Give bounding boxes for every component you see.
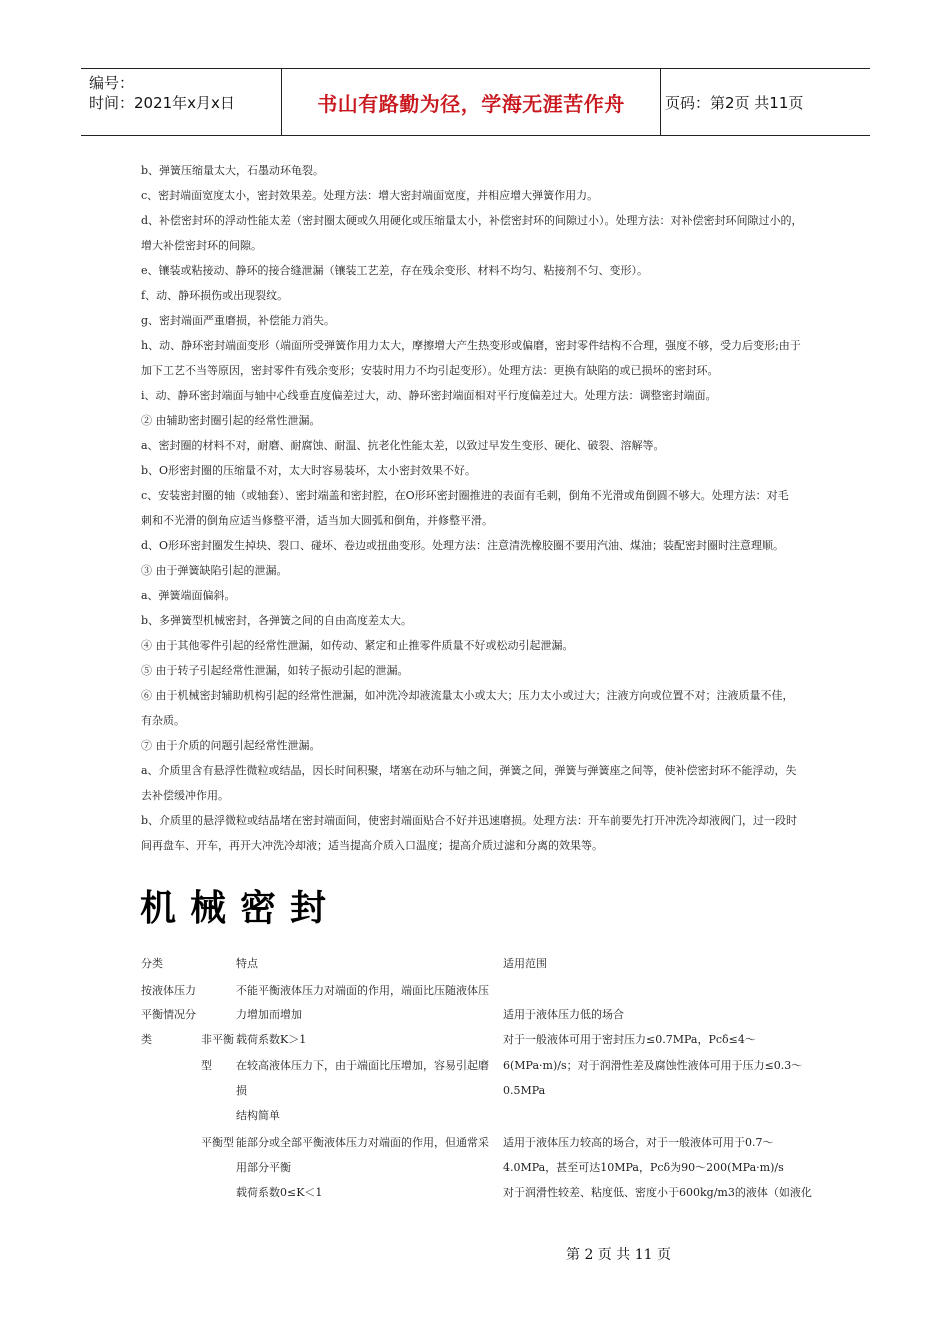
page-header	[81, 68, 870, 136]
paragraph-line: b、多弹簧型机械密封，各弹簧之间的自由高度差太大。	[141, 614, 413, 627]
subtype-unbalanced: 非平衡	[201, 1033, 234, 1046]
table-header-range: 适用范围	[503, 957, 547, 970]
section-title: 机械密封	[140, 888, 341, 929]
paragraph-line: ② 由辅助密封圈引起的经常性泄漏。	[141, 414, 321, 427]
document-time-label: 时间：2021年x月x日	[89, 94, 235, 112]
subtype-unbalanced: 型	[201, 1059, 212, 1072]
paragraph-line: 加下工艺不当等原因，密封零件有残余变形；安装时用力不均引起变形）。处理方法：更换有缺陷的或已损坏的密封环。	[141, 364, 719, 377]
paragraph-line: 间再盘车、开车，再开大冲洗冷却液；适当提高介质入口温度；提高介质过滤和分离的效果等。	[141, 839, 603, 852]
feature-text: 载荷系数K＞1	[236, 1033, 307, 1046]
paragraph-line: ⑤ 由于转子引起经常性泄漏，如转子振动引起的泄漏。	[141, 664, 409, 677]
paragraph-line: 有杂质。	[141, 714, 185, 727]
range-text: 0.5MPa	[503, 1084, 546, 1097]
paragraph-line: i、动、静环密封端面与轴中心线垂直度偏差过大，动、静环密封端面相对平行度偏差过大。处理方法：调整密封端面。	[141, 389, 717, 402]
paragraph-line: e、镶装或粘接动、静环的接合缝泄漏（镶装工艺差，存在残余变形、材料不均匀、粘接剂不匀、变形）。	[141, 264, 649, 277]
paragraph-line: 刺和不光滑的倒角应适当修整平滑，适当加大圆弧和倒角，并修整平滑。	[141, 514, 493, 527]
paragraph-line: 增大补偿密封环的间隙。	[141, 239, 262, 252]
paragraph-line: ③ 由于弹簧缺陷引起的泄漏。	[141, 564, 288, 577]
table-header-category: 分类	[141, 957, 163, 970]
paragraph-line: c、密封端面宽度太小，密封效果差。处理方法：增大密封端面宽度，并相应增大弹簧作用力。	[141, 189, 599, 202]
paragraph-line: 去补偿缓冲作用。	[141, 789, 229, 802]
header-page-label: 页码：第2页 共11页	[665, 93, 804, 112]
paragraph-line: b、O形密封圈的压缩量不对，太大时容易装坏，太小密封效果不好。	[141, 464, 477, 477]
paragraph-line: d、O形环密封圈发生掉块、裂口、碰坏、卷边或扭曲变形。处理方法：注意清洗橡胶圈不要用汽油、煤油；装配密封圈时注意理顺。	[141, 539, 785, 552]
category-label: 类	[141, 1033, 152, 1046]
range-text: 对于一般液体可用于密封压力≤0.7MPa，Pcδ≤4～	[503, 1033, 756, 1046]
header-left-block	[89, 73, 235, 113]
table-header-features: 特点	[236, 957, 258, 970]
feature-text: 能部分或全部平衡液体压力对端面的作用，但通常采	[236, 1136, 489, 1149]
feature-text: 力增加而增加	[236, 1008, 302, 1021]
paragraph-line: ⑦ 由于介质的问题引起经常性泄漏。	[141, 739, 321, 752]
document-number-label: 编号：	[89, 74, 135, 92]
paragraph-line: b、弹簧压缩量太大，石墨动环龟裂。	[141, 164, 325, 177]
category-label: 平衡情况分	[141, 1008, 196, 1021]
subtype-balanced: 平衡型	[201, 1136, 234, 1149]
paragraph-line: g、密封端面严重磨损，补偿能力消失。	[141, 314, 336, 327]
feature-text: 损	[236, 1084, 247, 1097]
header-motto: 书山有路勤为径，学海无涯苦作舟	[281, 69, 661, 135]
range-text: 6(MPa·m)/s；对于润滑性差及腐蚀性液体可用于压力≤0.3～	[503, 1059, 803, 1072]
paragraph-line: ⑥ 由于机械密封辅助机构引起的经常性泄漏，如冲洗冷却液流量太小或太大；压力太小或过大；注液方向或位置不对；注液质量不佳，	[141, 689, 794, 702]
feature-text: 用部分平衡	[236, 1161, 291, 1174]
page-footer: 第 2 页 共 11 页	[566, 1247, 671, 1263]
range-text: 适用于液体压力较高的场合，对于一般液体可用于0.7～	[503, 1136, 774, 1149]
paragraph-line: c、安装密封圈的轴（或轴套）、密封端盖和密封腔，在O形环密封圈推进的表面有毛刺，倒角不光滑或角倒圆不够大。处理方法：对毛	[141, 489, 789, 502]
paragraph-line: ④ 由于其他零件引起的经常性泄漏，如传动、紧定和止推零件质量不好或松动引起泄漏。	[141, 639, 574, 652]
category-label: 按液体压力	[141, 984, 196, 997]
body-text	[141, 158, 821, 858]
paragraph-line: h、动、静环密封端面变形（端面所受弹簧作用力太大，摩擦增大产生热变形或偏磨，密封零件结构不合理，强度不够，受力后变形;由于	[141, 339, 801, 352]
paragraph-line: a、弹簧端面偏斜。	[141, 589, 236, 602]
range-text: 适用于液体压力低的场合	[503, 1008, 624, 1021]
paragraph-line: f、动、静环损伤或出现裂纹。	[141, 289, 289, 302]
paragraph-line: a、介质里含有悬浮性微粒或结晶，因长时间积聚，堵塞在动环与轴之间，弹簧之间，弹簧与弹簧座之间等，使补偿密封环不能浮动，失	[141, 764, 797, 777]
paragraph-line: a、密封圈的材料不对，耐磨、耐腐蚀、耐温、抗老化性能太差，以致过早发生变形、硬化、破裂、溶解等。	[141, 439, 665, 452]
range-text: 对于润滑性较差、粘度低、密度小于600kg/m3的液体（如液化	[503, 1186, 812, 1199]
paragraph-line: d、补偿密封环的浮动性能太差（密封圈太硬或久用硬化或压缩量太小，补偿密封环的间隙过小）。处理方法：对补偿密封环间隙过小的，	[141, 214, 803, 227]
feature-text: 在较高液体压力下，由于端面比压增加，容易引起磨	[236, 1059, 489, 1072]
range-text: 4.0MPa，甚至可达10MPa，Pcδ为90～200(MPa·m)/s	[503, 1161, 784, 1174]
paragraph-line: b、介质里的悬浮微粒或结晶堵在密封端面间，使密封端面贴合不好并迅速磨损。处理方法：开车前要先打开冲洗冷却液阀门，过一段时	[141, 814, 798, 827]
feature-text: 不能平衡液体压力对端面的作用，端面比压随液体压	[236, 984, 489, 997]
feature-text: 结构简单	[236, 1109, 280, 1122]
feature-text: 载荷系数0≤K＜1	[236, 1186, 323, 1199]
